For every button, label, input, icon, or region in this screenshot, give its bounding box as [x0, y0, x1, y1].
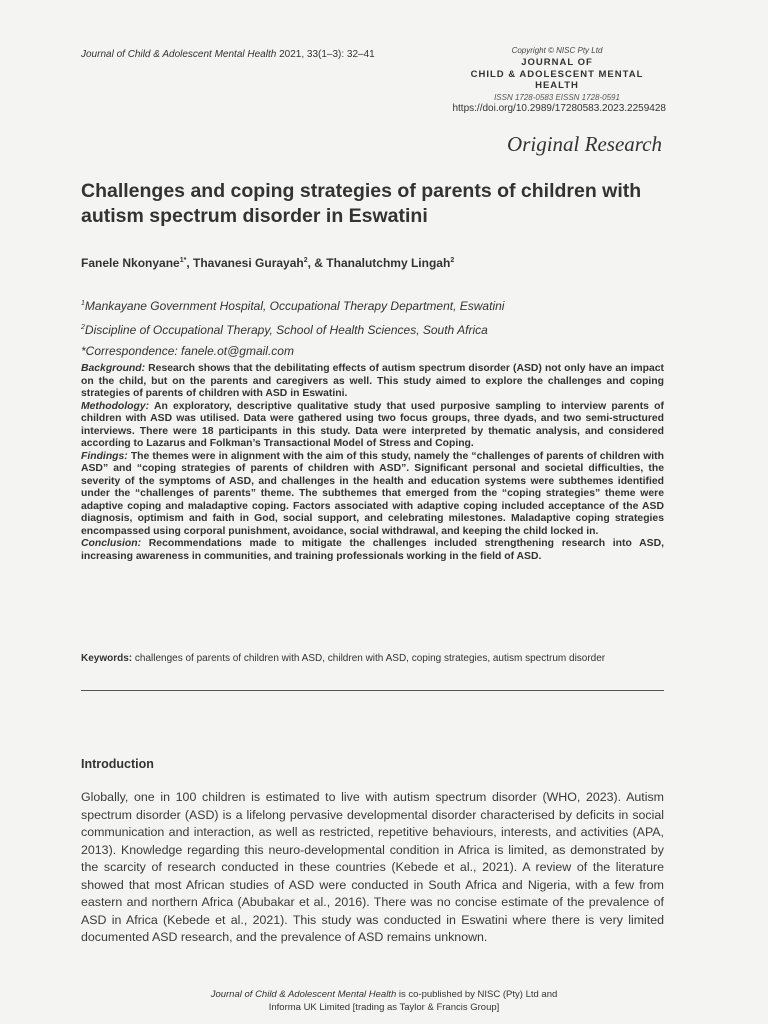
- author-name: Thavanesi Gurayah: [193, 256, 304, 270]
- correspondence-text[interactable]: *Correspondence: fanele.ot@gmail.com: [81, 344, 294, 358]
- journal-masthead: [448, 46, 666, 114]
- author-sep: , &: [307, 256, 327, 270]
- author-sep: ,: [186, 256, 193, 270]
- abstract-methodology: [81, 401, 664, 451]
- introduction-heading: Introduction: [81, 757, 154, 771]
- journal-citation: [81, 49, 375, 60]
- affiliation-item: [81, 317, 504, 341]
- article-type: Original Research: [507, 132, 662, 156]
- footer-text: is co-published by NISC (Pty) Ltd and: [396, 989, 558, 1000]
- author-sup: 2: [303, 257, 308, 264]
- footer-line1: [0, 988, 768, 1001]
- affiliation-text: Discipline of Occupational Therapy, School of Health Sciences, South Africa: [84, 323, 488, 337]
- article-title: Challenges and coping strategies of parents of children with autism spectrum disorder in Eswatini: [81, 180, 642, 227]
- abstract-label: Methodology:: [81, 400, 150, 412]
- author-sup: 1*: [179, 257, 187, 264]
- abstract-label: Findings:: [81, 450, 128, 462]
- abstract-conclusion: [81, 538, 664, 563]
- introduction-body: [81, 789, 664, 947]
- issn-line: ISSN 1728-0583 EISSN 1728-0591: [494, 93, 620, 102]
- affiliation-text: Mankayane Government Hospital, Occupational Therapy Department, Eswatini: [84, 299, 505, 313]
- introduction-paragraph: Globally, one in 100 children is estimated to live with autism spectrum disorder (WHO, 2023). Autism spectrum disorder (ASD) is a lifelong pervasive developmental disorder characterised by deficits in social communication and interaction, as well as restricted, repetitive behaviours, interests, and activities (APA, 2013). Knowledge regarding this neuro-developmental condition in Africa is limited, as demonstrated by the scarcity of research conducted in these countries (Kebede et al., 2021). A review of the literature showed that most African studies of ASD were conducted in South Africa and Nigeria, with a few from eastern and northern Africa (Abubakar et al., 2016). There was no concise estimate of the prevalence of ASD in Africa (Kebede et al., 2021). This study was conducted in Eswatini where there is very limited documented ASD research, and the prevalence of ASD remains unknown.: [81, 790, 664, 944]
- citation-details: 2021, 33(1–3): 32–41: [279, 49, 375, 60]
- page-footer: [0, 988, 768, 1014]
- author-name: Fanele Nkonyane: [81, 256, 180, 270]
- abstract-text: The themes were in alignment with the aim of this study, namely the “challenges of parents of children with ASD” and “coping strategies of parents of children with ASD”. Significant personal and societal difficulties, the severity of the symptoms of ASD, and challenges in the health and education systems were subthemes identified under the “challenges of parents” theme. The subthemes that emerged from the “coping strategies” theme were adaptive coping and maladaptive coping. Factors associated with adaptive coping included acceptance of the ASD diagnosis, optimism and faith in God, social support, and celebrating milestones. Maladaptive coping strategies encompassed using corporal punishment, avoidance, social withdrawal, and keeping the child locked in.: [81, 450, 664, 537]
- author-name: Thanalutchmy Lingah: [326, 256, 451, 270]
- keywords: [81, 653, 605, 664]
- affiliation-sup: 1: [81, 300, 85, 307]
- author-sup: 2: [450, 257, 455, 264]
- keywords-text: challenges of parents of children with ASD, children with ASD, coping strategies, autism spectrum disorder: [134, 653, 606, 664]
- affiliations: [81, 293, 504, 362]
- doi-link[interactable]: https://doi.org/10.2989/17280583.2023.2259428: [452, 103, 666, 114]
- correspondence[interactable]: [81, 341, 504, 362]
- journal-name: Journal of Child & Adolescent Mental Health: [81, 49, 277, 60]
- affiliation-item: [81, 293, 504, 317]
- footer-line2: Informa UK Limited [trading as Taylor & Francis Group]: [268, 1002, 500, 1013]
- abstract-text: Research shows that the debilitating effects of autism spectrum disorder (ASD) not only have an impact on the child, but on the parents and caregivers as well. This study aimed to explore the challenges and coping strategies of parents of children with ASD in Eswatini.: [81, 363, 664, 399]
- abstract-text: Recommendations made to mitigate the challenges included strengthening research into ASD, increasing awareness in communities, and training professionals working in the field of ASD.: [81, 538, 664, 562]
- keywords-label: Keywords:: [81, 653, 133, 664]
- abstract-label: Conclusion:: [81, 538, 142, 549]
- abstract-findings: [81, 451, 664, 539]
- abstract-background: [81, 363, 664, 401]
- abstract-label: Background:: [81, 363, 146, 374]
- copyright-line: Copyright © NISC Pty Ltd: [511, 46, 603, 55]
- affiliation-sup: 2: [81, 324, 85, 331]
- footer-journal: Journal of Child & Adolescent Mental Health: [210, 989, 397, 1000]
- abstract-text: An exploratory, descriptive qualitative study that used purposive sampling to interview parents of children with ASD was utilised. Data were gathered using two focus groups, three dyads, and two semi-structured interviews. There were 18 participants in this study. Data were interpreted by thematic analysis, and considered according to Lazarus and Folkman’s Transactional Model of Stress and Coping.: [81, 400, 664, 449]
- section-divider: [81, 690, 664, 691]
- author-list: [81, 256, 454, 270]
- masthead-line2: CHILD & ADOLESCENT MENTAL HEALTH: [470, 69, 644, 91]
- masthead-line1: JOURNAL OF: [521, 57, 593, 68]
- abstract: [81, 363, 664, 563]
